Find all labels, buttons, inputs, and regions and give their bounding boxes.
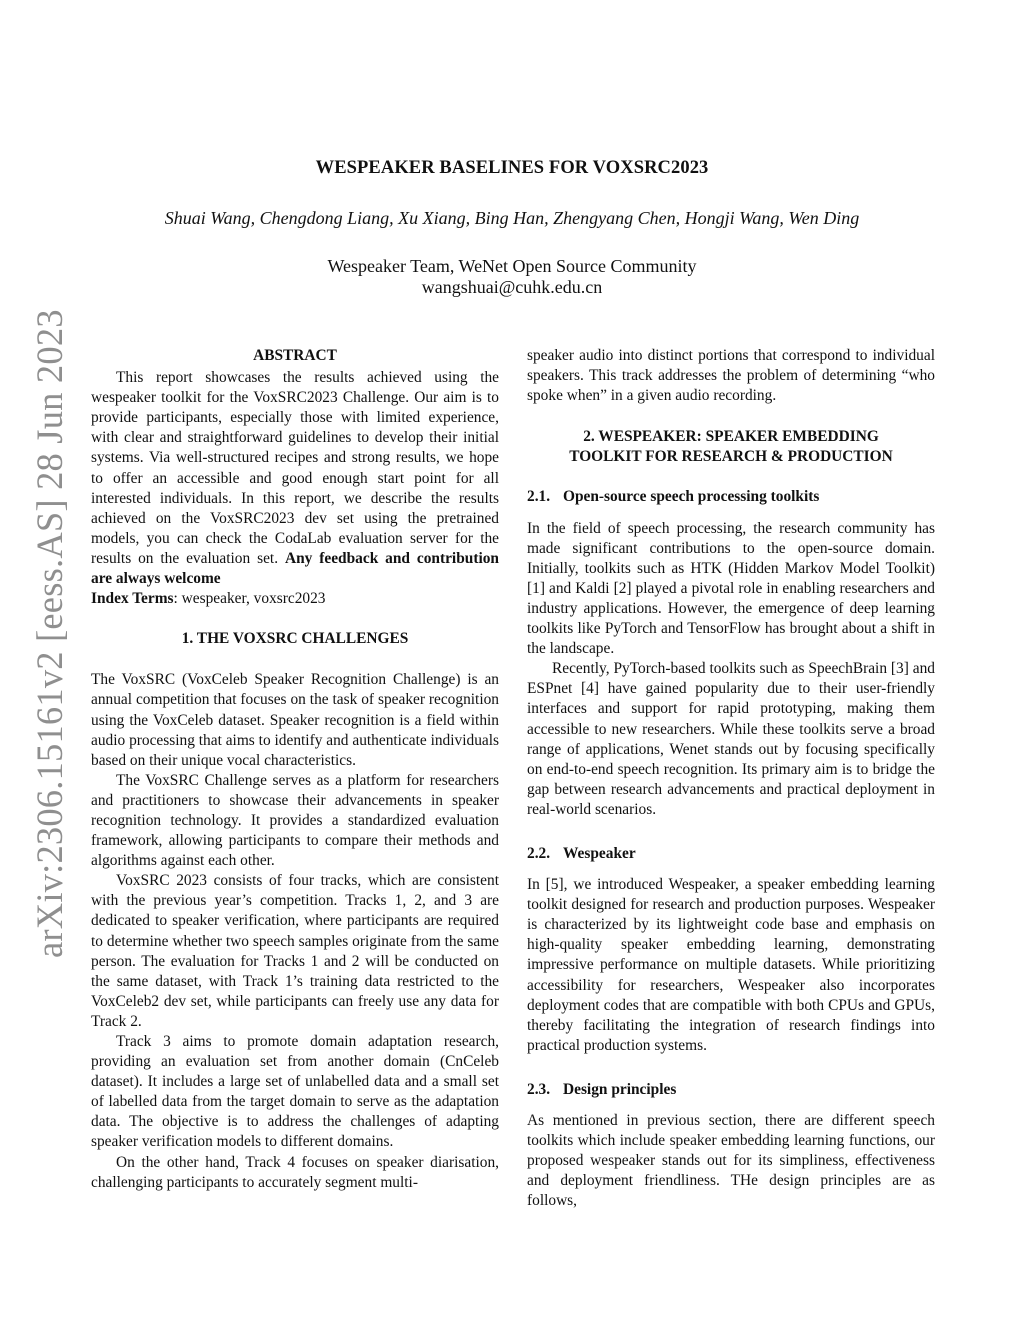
email: wangshuai@cuhk.edu.cn bbox=[421, 277, 603, 297]
subsection-2-1-paragraph: Recently, PyTorch-based toolkits such as SpeechBrain [3] and ESPnet [4] have gained popularity due to their user-friendly interfaces and support for rapid prototyping, making them accessible to new researchers. While these toolkits serve a broad range of applications, Wenet stands out by focusing specifically on end-to-end speech recognition. Its primary aim is to bridge the gap between research advancements and practical deployment in real-world scenarios. bbox=[527, 660, 935, 818]
subsection-2-2-paragraph: In [5], we introduced Wespeaker, a speaker embedding learning toolkit designed for research and production purposes. Wespeaker is characterized by its lightweight code base and emphasis on high-quality speaker embedding learning, demonstrating impressive performance on multiple datasets. While prioritizing accessibility for researchers, Wespeaker also incorporates deployment codes that are compatible with both CPUs and GPUs, thereby facilitating the integration of research findings into practical production systems. bbox=[527, 876, 935, 1054]
subsection-title: Wespeaker bbox=[563, 844, 636, 862]
affiliation: Wespeaker Team, WeNet Open Source Community bbox=[327, 256, 697, 276]
subsection-2-1-heading bbox=[527, 487, 935, 507]
affiliation-block bbox=[0, 256, 1024, 298]
subsection-title: Open-source speech processing toolkits bbox=[563, 488, 820, 506]
index-terms-label: Index Terms bbox=[91, 590, 174, 608]
author-list: Shuai Wang, Chengdong Liang, Xu Xiang, Bing Han, Zhengyang Chen, Hongji Wang, Wen Ding bbox=[164, 208, 860, 228]
index-terms-text: : wespeaker, voxsrc2023 bbox=[173, 590, 326, 608]
right-column bbox=[527, 346, 935, 1211]
paper-title: WESPEAKER BASELINES FOR VOXSRC2023 bbox=[315, 158, 709, 178]
abstract-body bbox=[91, 368, 499, 589]
subsection-number: 2.2. bbox=[527, 844, 551, 862]
section-1-paragraph: VoxSRC 2023 consists of four tracks, which are consistent with the previous year’s competition. Tracks 1, 2, and 3 are dedicated to speaker verification, where participants are required to determine whether two speech samples originate from the same person. The evaluation for Tracks 1 and 2 will be conducted on the same dataset, with Track 1’s training data restricted to the VoxCeleb2 dev set, while participants can freely use any data for Track 2. bbox=[91, 872, 499, 1030]
section-1-paragraph: Track 3 aims to promote domain adaptation research, providing an evaluation set from another domain (CnCeleb dataset). It includes a large set of unlabelled data and a small set of labelled data from the target domain to serve as the adaptation data. The objective is to address the challenges of adapting speaker verification models to different domains. bbox=[91, 1033, 499, 1151]
section-2-heading-line: TOOLKIT FOR RESEARCH & PRODUCTION bbox=[569, 448, 893, 466]
subsection-2-3-heading bbox=[527, 1080, 935, 1100]
abstract-heading: ABSTRACT bbox=[253, 347, 337, 364]
section-1-paragraph: The VoxSRC Challenge serves as a platform for researchers and practitioners to showcase their advancements in speaker recognition technology. It provides a standardized evaluation framework, allowing participants to compare their methods and algorithms against each other. bbox=[91, 771, 499, 870]
subsection-title: Design principles bbox=[563, 1080, 677, 1098]
section-1-continuation: speaker audio into distinct portions that correspond to individual speakers. This track addresses the problem of determining “who spoke when” in a given audio recording. bbox=[527, 347, 935, 405]
section-2-heading-line: 2. WESPEAKER: SPEAKER EMBEDDING bbox=[583, 428, 879, 446]
left-column bbox=[91, 346, 499, 1193]
section-1-paragraph: The VoxSRC (VoxCeleb Speaker Recognition Challenge) is an annual competition that focuses on the task of speaker recognition using the VoxCeleb dataset. Speaker recognition is a field within audio processing that aims to identify and authenticate individuals based on their unique vocal characteristics. bbox=[91, 671, 499, 769]
abstract-text: This report showcases the results achieved using the wespeaker toolkit for the VoxSRC2023 Challenge. Our aim is to provide participants, especially those with limited experience, with clear and straightforward guidelines to develop their initial systems. Via well-structured recipes and strong results, we hope to offer an accessible and good enough start point for all interested individuals. In this report, we describe the results achieved on the VoxSRC2023 dev set using the pretrained models, you can check the CodaLab evaluation server for the results on the evaluation set. bbox=[91, 369, 499, 567]
subsection-2-3-paragraph: As mentioned in previous section, there are different speech toolkits which include speaker embedding learning functions, our proposed wespeaker stands out for its simpliness, effectiveness and deployment friendliness. THe design principles are as follows, bbox=[527, 1112, 935, 1210]
section-2-heading bbox=[527, 427, 935, 467]
arxiv-stamp: arXiv:2306.15161v2 [eess.AS] 28 Jun 2023 bbox=[29, 309, 70, 958]
section-1-paragraph: On the other hand, Track 4 focuses on speaker diarisation, challenging participants to accurately segment multi- bbox=[91, 1153, 499, 1191]
section-1-heading: 1. THE VOXSRC CHALLENGES bbox=[181, 630, 409, 648]
subsection-number: 2.1. bbox=[527, 488, 551, 506]
subsection-number: 2.3. bbox=[527, 1080, 551, 1098]
subsection-2-1-paragraph: In the field of speech processing, the research community has made significant contributions to the open-source domain. Initially, toolkits such as HTK (Hidden Markov Model Toolkit) [1] and Kaldi [2] played a pivotal role in enabling researchers and industry applications. However, the emergence of deep learning toolkits like PyTorch and TensorFlow has brought about a shift in the landscape. bbox=[527, 519, 935, 658]
subsection-2-2-heading bbox=[527, 844, 935, 864]
index-terms bbox=[91, 589, 499, 609]
abstract-feedback: Any feedback and contribution are always welcome bbox=[91, 549, 499, 588]
